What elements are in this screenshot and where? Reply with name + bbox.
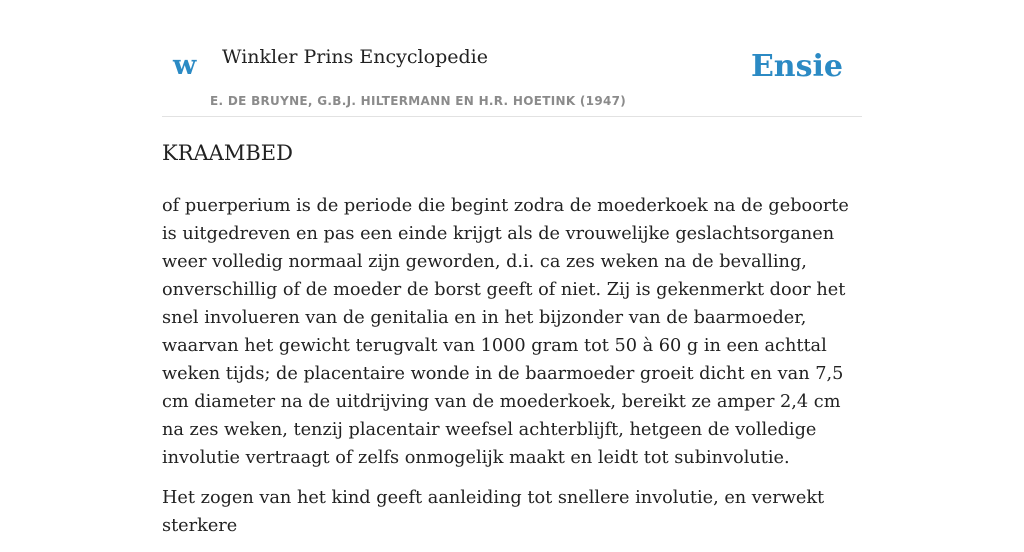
entry-title: KRAAMBED — [162, 141, 293, 165]
book-title-link[interactable]: Winkler Prins Encyclopedie — [222, 46, 488, 68]
entry-paragraph: Het zogen van het kind geeft aanleiding tot snellere involutie, en verwekt sterkere — [162, 488, 825, 536]
entry-content — [162, 192, 862, 552]
entry-paragraph: of puerperium is de periode die begint zodra de moederkoek na de geboorte is uitgedreven en pas een einde krijgt als de vrouwelijke geslachtsorganen weer volledig normaal zijn geworden, d.i. ca zes weken na de bevalling, onverschillig of de moeder de borst geeft of niet. Zij is gekenmerkt door het snel involueren van de genitalia en in het bijzonder van de baarmoeder, waarvan het gewicht terugvalt van 1000 gram tot 50 à 60 g in een achttal weken tijds; de placentaire wonde in de baarmoeder groeit dicht en van 7,5 cm diameter na de uitdrijving van de moederkoek, bereikt ze amper 2,4 cm na zes weken, tenzij placentair weefsel achterblijft, hetgeen de volledige involutie vertraagt of zelfs onmogelijk maakt en leidt tot subinvolutie. — [162, 196, 849, 468]
book-authors: E. DE BRUYNE, G.B.J. HILTERMANN EN H.R. HOETINK (1947) — [210, 94, 627, 108]
site-header — [162, 0, 862, 117]
ensie-logo[interactable]: Ensie — [750, 49, 843, 84]
book-logo[interactable]: w — [173, 50, 197, 81]
